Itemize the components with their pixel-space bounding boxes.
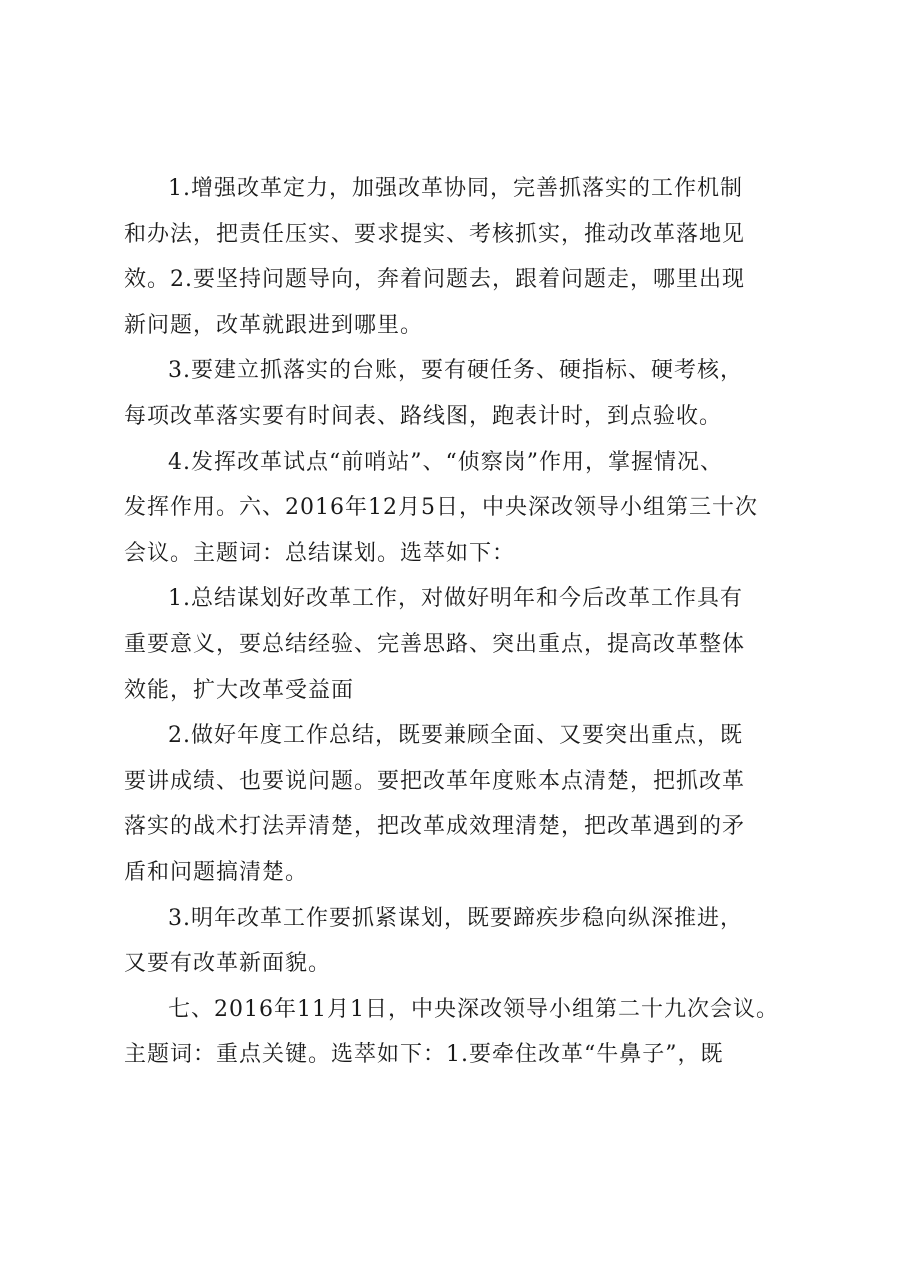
text-line: 3.要建立抓落实的台账，要有硬任务、硬指标、硬考核，	[168, 358, 743, 384]
paragraph	[124, 348, 804, 439]
paragraph	[124, 440, 804, 577]
text-line: 重要意义，要总结经验、完善思路、突出重点，提高改革整体	[124, 631, 746, 657]
paragraph	[124, 713, 804, 895]
text-line: 1.增强改革定力，加强改革协同，完善抓落实的工作机制	[168, 176, 743, 201]
text-line: 和办法，把责任压实、要求提实、考核抓实，推动改革落地见	[124, 221, 746, 247]
paragraph	[124, 987, 804, 1078]
document-body	[124, 166, 804, 1078]
text-line: 主题词：重点关键。选萃如下：1.要牵住改革“牛鼻子”，既	[124, 1042, 724, 1068]
paragraph	[124, 576, 804, 713]
text-line: 1.总结谋划好改革工作，对做好明年和今后改革工作具有	[168, 586, 743, 612]
text-line: 新问题，改革就跟进到哪里。	[124, 312, 424, 338]
text-line: 七、2016年11月1日，中央深改领导小组第二十九次会议。	[168, 996, 779, 1022]
text-line: 会议。主题词：总结谋划。选萃如下：	[124, 540, 516, 566]
text-line: 2.做好年度工作总结，既要兼顾全面、又要突出重点，既	[168, 723, 743, 749]
text-line: 要讲成绩、也要说问题。要把改革年度账本点清楚，把抓改革	[124, 768, 746, 794]
text-line: 发挥作用。六、2016年12月5日，中央深改领导小组第三十次	[124, 495, 758, 521]
text-line: 又要有改革新面貌。	[124, 951, 332, 977]
text-line: 3.明年改革工作要抓紧谋划，既要蹄疾步稳向纵深推进，	[168, 905, 743, 931]
paragraph	[124, 896, 804, 987]
text-line: 每项改革落实要有时间表、路线图，跑表计时，到点验收。	[124, 403, 723, 429]
text-line: 落实的战术打法弄清楚，把改革成效理清楚，把改革遇到的矛	[124, 814, 746, 840]
text-line: 效能，扩大改革受益面	[124, 677, 355, 703]
text-line: 盾和问题搞清楚。	[124, 859, 309, 885]
text-line: 4.发挥改革试点“前哨站”、“侦察岗”作用，掌握情况、	[168, 449, 723, 475]
paragraph	[124, 166, 804, 348]
text-line: 效。2.要坚持问题导向，奔着问题去，跟着问题走，哪里出现	[124, 267, 745, 293]
